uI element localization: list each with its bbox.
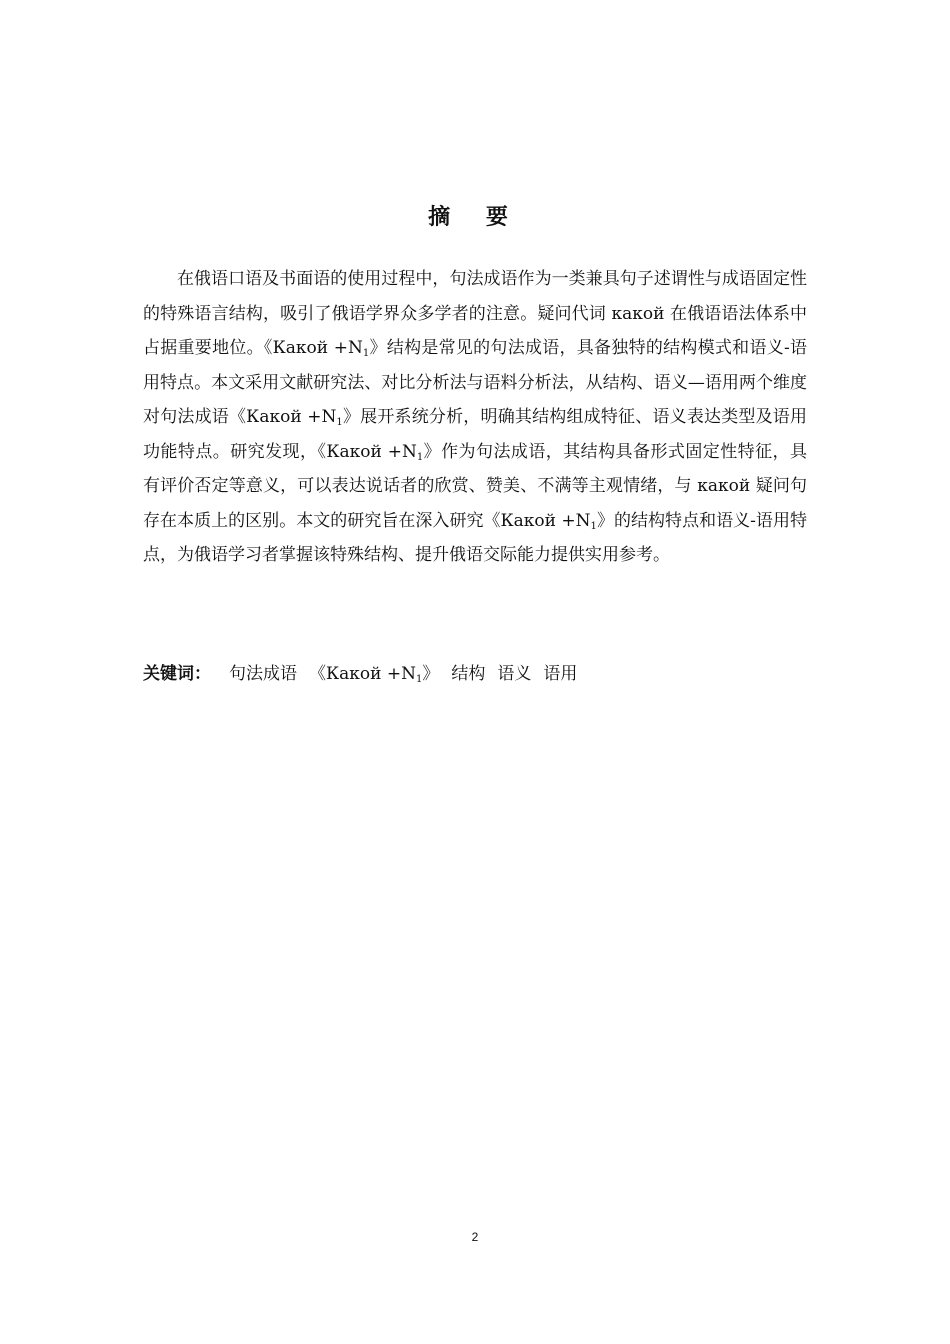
abstract-text-4: 》作为句法成语，其结构具备形式固定性特征，具有评价否定等意义，可以表达说话者的欣赏、赞美、不满等主观情绪，与 какой 疑问句存在本质上的区别。本文的研究旨在深入研究《Какой +N [143,441,807,531]
abstract-text-1: 在俄语口语及书面语的使用过程中，句法成语作为一类兼具句子述谓性与成语固定性的特殊语言结构，吸引了俄语学界众多学者的注意。疑问代词 какой 在俄语语法体系中占据重要地位。《Какой +N [143,269,807,358]
keyword-structure: 结构 [451,664,486,684]
abstract-text-2: 》结构是常见的句法成语，具备独特的结构模式和语义-语用特点。本文采用文献研究法、对比分析法与语料分析法，从结构、语义—语用两个维度对句法成语《Какой +N [143,338,807,427]
keywords-label: 关键词： [143,664,211,684]
keyword-semantics: 语义 [497,664,532,684]
subscript-4: 1 [590,520,597,532]
keywords-line [143,658,807,690]
abstract-paragraph [143,262,807,573]
subscript-1: 1 [362,348,370,359]
subscript-3: 1 [416,451,424,463]
keyword-kakoy-prefix: 《Какой +N [309,664,417,684]
keyword-syntactic-idiom: 句法成语 [229,664,297,684]
abstract-text-5: 》的结构特点和语义-语用特点，为俄语学习者掌握该特殊结构、提升俄语交际能力提供实用参考。 [143,510,807,565]
keyword-pragmatics: 语用 [543,664,578,684]
keyword-kakoy-suffix: 》 [422,664,440,684]
keyword-kakoy-subscript: 1 [416,674,423,685]
abstract-title: 摘 要 [428,205,522,230]
abstract-text-3: 》展开系统分析，明确其结构组成特征、语义表达类型及语用功能特点。研究发现，《Какой +N [143,407,807,462]
page-number: 2 [471,1230,479,1244]
subscript-2: 1 [336,417,343,428]
keyword-kakoy-construction [309,664,439,684]
